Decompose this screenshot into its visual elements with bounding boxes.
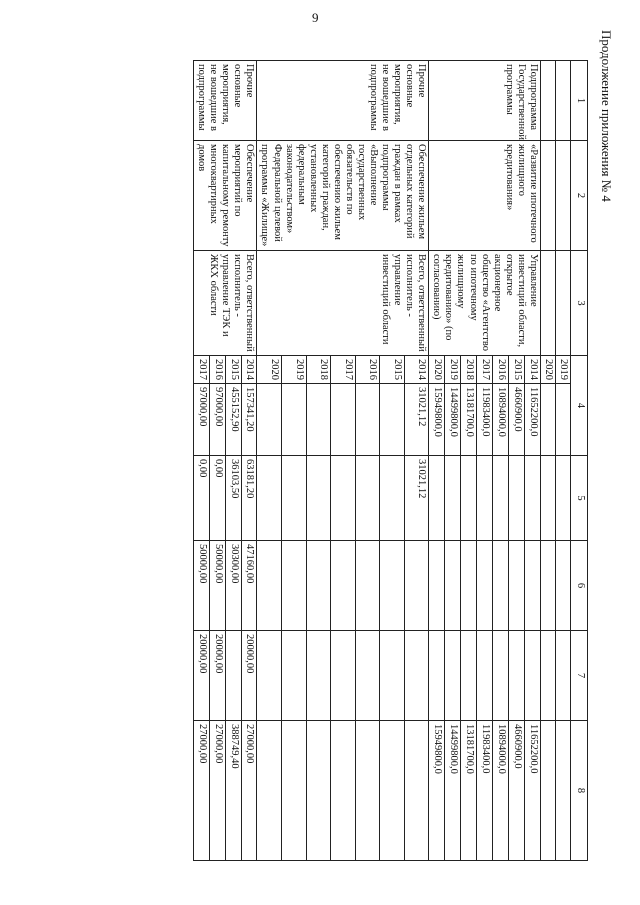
table-cell [555,456,570,541]
value-cell [355,384,380,456]
executor-cell: Управление инвестиций области, открытое акционерное общество «Агентство по ипотечному жилищному кредитованию» (по согласованию) [429,251,541,356]
value-cell [380,541,405,631]
header-cell: 2 [571,141,588,251]
value-cell [331,721,356,861]
appendix-note: Продолжение приложения № 4 [599,30,614,202]
table-cell [540,141,555,251]
year-cell: 2017 [477,356,493,384]
value-cell: 97000,00 [194,384,210,456]
value-cell: 63181,20 [241,456,257,541]
table-cell [540,631,555,721]
value-cell [493,456,509,541]
value-cell: 50000,00 [209,541,225,631]
value-cell [306,631,331,721]
value-cell [257,456,282,541]
header-cell: 3 [571,251,588,356]
table-row [404,61,429,861]
value-cell: 4660900,0 [509,721,525,861]
year-cell: 2014 [241,356,257,384]
year-cell: 2017 [331,356,356,384]
table-cell [555,384,570,456]
year-cell: 2015 [380,356,405,384]
table-cell [555,251,570,356]
year-cell: 2019 [445,356,461,384]
value-cell [306,456,331,541]
table-cell [555,631,570,721]
value-cell: 31021,12 [404,384,429,456]
rotated-table-sheet [118,60,588,860]
year-cell: 2020 [540,356,555,384]
value-cell [282,631,307,721]
value-cell [355,456,380,541]
table-row [524,61,540,861]
table-cell [555,141,570,251]
value-cell: 20000,00 [209,631,225,721]
table-row [241,61,257,861]
value-cell: 36103,50 [225,456,241,541]
page-number: 9 [312,10,319,25]
value-cell [461,456,477,541]
year-cell: 2015 [225,356,241,384]
year-cell: 2017 [194,356,210,384]
program-type-cell: Прочие основные мероприятия, не вошедшие в подпрограммы [194,61,257,141]
value-cell [306,721,331,861]
value-cell [282,541,307,631]
value-cell: 20000,00 [194,631,210,721]
value-cell: 4660900,0 [509,384,525,456]
header-cell: 5 [571,456,588,541]
executor-cell: Всего, ответственный исполнитель - управление ТЭК и ЖКХ области [194,251,257,356]
table-cell [540,456,555,541]
value-cell: 14499800,0 [445,384,461,456]
value-cell: 97000,00 [209,384,225,456]
value-cell: 10894000,0 [493,384,509,456]
program-name-cell: Обеспечение жильем отдельных категорий граждан в рамках подпрограммы «Выполнение государственных обязательств по обеспечению жильем категорий граждан, установленных федеральным законодательством» Федеральной целевой программы «Жилище» [257,141,429,251]
value-cell [282,456,307,541]
table-cell [540,541,555,631]
value-cell: 14499800,0 [445,721,461,861]
value-cell: 455152,90 [225,384,241,456]
value-cell [257,541,282,631]
table-cell [540,251,555,356]
value-cell: 15949800,0 [429,384,445,456]
value-cell: 11652200,0 [524,721,540,861]
budget-table [193,60,588,861]
value-cell [331,456,356,541]
value-cell [355,721,380,861]
year-cell: 2015 [509,356,525,384]
value-cell: 47160,00 [241,541,257,631]
value-cell [404,631,429,721]
header-row [571,61,588,861]
value-cell [493,631,509,721]
header-cell: 4 [571,356,588,456]
header-cell: 8 [571,721,588,861]
value-cell [445,631,461,721]
year-cell: 2020 [257,356,282,384]
value-cell [306,541,331,631]
program-type-cell: Подпрограмма Государственной программы [429,61,541,141]
value-cell: 13181700,0 [461,384,477,456]
year-cell: 2016 [355,356,380,384]
value-cell [493,541,509,631]
program-name-cell: Обеспечение мероприятий по капитальному ремонту многоквартирных домов [194,141,257,251]
value-cell: 30300,00 [225,541,241,631]
program-type-cell: Прочие основные мероприятия, не вошедшие в подпрограммы [257,61,429,141]
value-cell [331,384,356,456]
value-cell [477,541,493,631]
value-cell: 11983400,0 [477,384,493,456]
value-cell [355,541,380,631]
value-cell [380,721,405,861]
header-cell: 6 [571,541,588,631]
value-cell [477,631,493,721]
value-cell: 0,00 [209,456,225,541]
table-row [555,61,570,861]
year-cell: 2018 [306,356,331,384]
executor-cell: Всего, ответственный исполнитель - управление инвестиций области [257,251,429,356]
value-cell: 10894000,0 [493,721,509,861]
value-cell [404,721,429,861]
year-cell: 2014 [524,356,540,384]
year-cell: 2019 [282,356,307,384]
value-cell [524,456,540,541]
value-cell [257,384,282,456]
table-cell [540,721,555,861]
value-cell [380,384,405,456]
program-name-cell: «Развитие ипотечного жилищного кредитования» [429,141,541,251]
header-cell: 7 [571,631,588,721]
value-cell [380,631,405,721]
value-cell: 31021,12 [404,456,429,541]
value-cell: 13181700,0 [461,721,477,861]
year-cell: 2018 [461,356,477,384]
value-cell [306,384,331,456]
value-cell: 157341,20 [241,384,257,456]
value-cell [331,631,356,721]
value-cell [355,631,380,721]
value-cell [282,384,307,456]
value-cell [445,456,461,541]
value-cell [509,456,525,541]
table-row [540,61,555,861]
value-cell: 27000,00 [209,721,225,861]
value-cell [524,631,540,721]
value-cell [331,541,356,631]
table-cell [540,61,555,141]
value-cell [429,456,445,541]
value-cell: 27000,00 [241,721,257,861]
value-cell [257,721,282,861]
table-cell [540,384,555,456]
value-cell [524,541,540,631]
value-cell [429,541,445,631]
value-cell: 15949800,0 [429,721,445,861]
value-cell [445,541,461,631]
year-cell: 2019 [555,356,570,384]
year-cell: 2014 [404,356,429,384]
value-cell [461,541,477,631]
value-cell: 388749,40 [225,721,241,861]
value-cell [282,721,307,861]
value-cell [380,456,405,541]
table-cell [555,61,570,141]
table-cell [555,721,570,861]
value-cell [509,631,525,721]
value-cell [509,541,525,631]
header-cell: 1 [571,61,588,141]
value-cell [477,456,493,541]
value-cell [225,631,241,721]
value-cell [461,631,477,721]
value-cell: 50000,00 [194,541,210,631]
year-cell: 2020 [429,356,445,384]
year-cell: 2016 [209,356,225,384]
value-cell: 0,00 [194,456,210,541]
value-cell: 20000,00 [241,631,257,721]
value-cell: 11983400,0 [477,721,493,861]
year-cell: 2016 [493,356,509,384]
value-cell [429,631,445,721]
value-cell: 27000,00 [194,721,210,861]
table-cell [555,541,570,631]
value-cell: 11652200,0 [524,384,540,456]
value-cell [257,631,282,721]
value-cell [404,541,429,631]
